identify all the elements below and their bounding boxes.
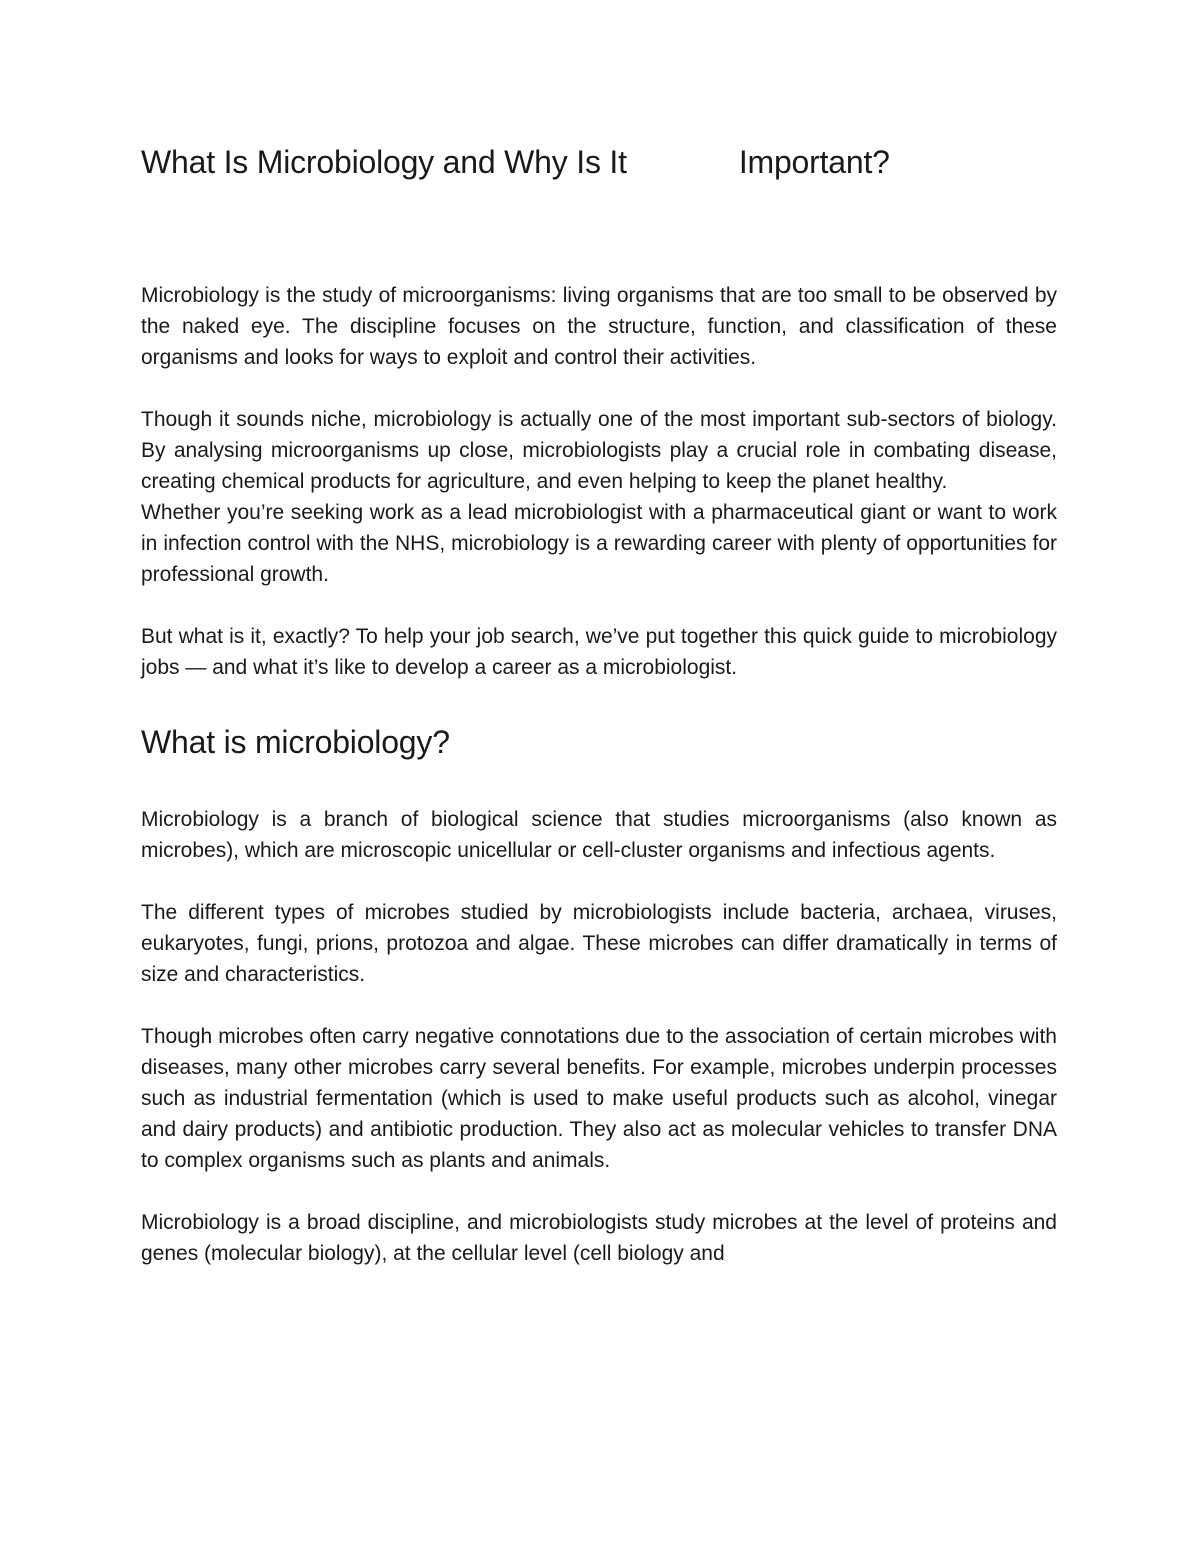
intro-paragraph: Microbiology is the study of microorganisms: living organisms that are too small to be observed by the naked eye. The discipline focuses on the structure, function, and classification of these organisms and looks for ways to exploit and control their activities. [141, 284, 1057, 369]
intro-paragraph: Whether you’re seeking work as a lead microbiologist with a pharmaceutical giant or want to work in infection control with the NHS, microbiology is a rewarding career with plenty of opportunities for professional growth. [141, 501, 1057, 586]
page-title [141, 140, 1057, 184]
section-paragraph: The different types of microbes studied by microbiologists include bacteria, archaea, viruses, eukaryotes, fungi, prions, protozoa and algae. These microbes can differ dramatically in terms of size and characteristics. [141, 901, 1057, 986]
page-title-part1: What Is Microbiology and Why Is It [141, 144, 627, 180]
intro-paragraph: Though it sounds niche, microbiology is actually one of the most important sub-sectors of biology. By analysing microorganisms up close, microbiologists play a crucial role in combating disease, creating chemical products for agriculture, and even helping to keep the planet healthy. [141, 408, 1057, 493]
section-heading: What is microbiology? [141, 724, 450, 760]
document-body [141, 140, 1057, 1269]
section-paragraph: Microbiology is a broad discipline, and microbiologists study microbes at the level of proteins and genes (molecular biology), at the cellular level (cell biology and [141, 1211, 1057, 1265]
page-title-part2: Important? [738, 144, 890, 180]
section-paragraph: Though microbes often carry negative connotations due to the association of certain microbes with diseases, many other microbes carry several benefits. For example, microbes underpin processes such as industrial fermentation (which is used to make useful products such as alcohol, vinegar and dairy products) and antibiotic production. They also act as molecular vehicles to transfer DNA to complex organisms such as plants and animals. [141, 1025, 1057, 1172]
intro-paragraph: But what is it, exactly? To help your job search, we’ve put together this quick guide to microbiology jobs — and what it’s like to develop a career as a microbiologist. [141, 625, 1057, 679]
section-paragraph: Microbiology is a branch of biological science that studies microorganisms (also known as microbes), which are microscopic unicellular or cell-cluster organisms and infectious agents. [141, 808, 1057, 862]
